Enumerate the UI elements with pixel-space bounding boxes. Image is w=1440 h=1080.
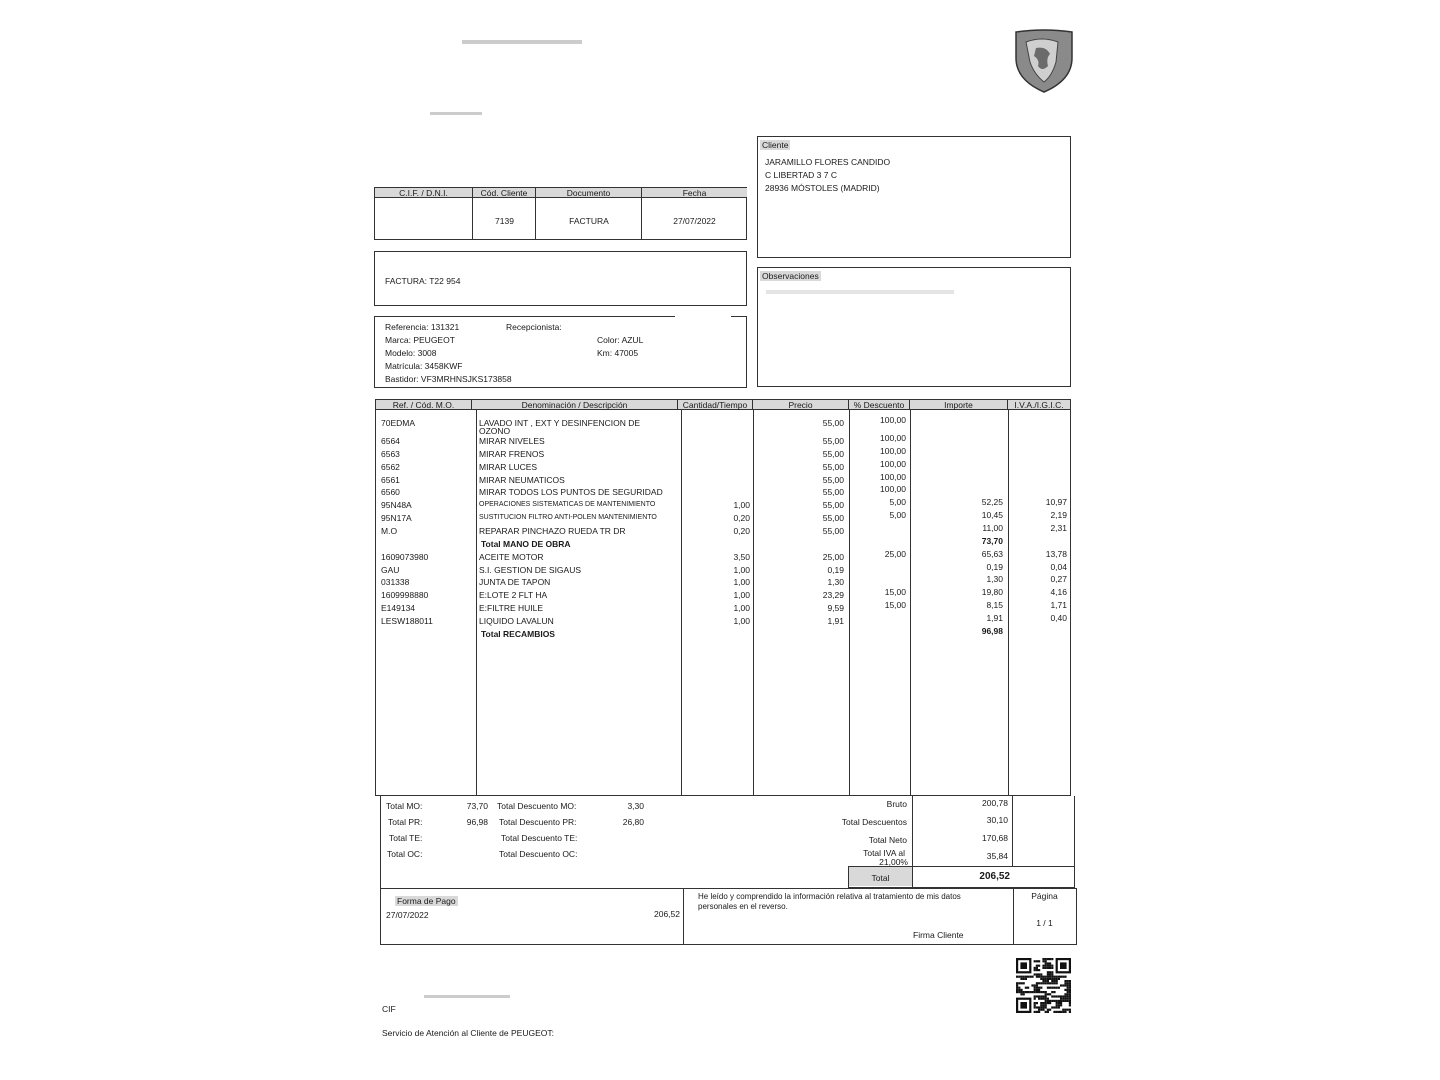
- row-imp: 52,25: [981, 497, 1003, 508]
- row-desc: OPERACIONES SISTEMATICAS DE MANTENIMIENTO: [479, 501, 656, 509]
- vehicle-color: Color: AZUL: [597, 335, 644, 345]
- row-qty: 1,00: [733, 590, 750, 601]
- factura-box: [374, 251, 747, 306]
- total-value: 206,52: [979, 871, 1010, 882]
- total-pr-value: 96,98: [466, 817, 488, 827]
- vehicle-matricula: Matrícula: 3458KWF: [385, 361, 463, 371]
- row-price: 55,00: [822, 436, 844, 446]
- row-desc: REPARAR PINCHAZO RUEDA TR DR: [479, 525, 626, 536]
- row-disc: 5,00: [889, 510, 906, 521]
- row-price: 1,30: [827, 577, 844, 588]
- vehicle-marca: Marca: PEUGEOT: [385, 335, 455, 345]
- neto-value: 170,68: [982, 833, 1008, 843]
- row-desc: MIRAR NIVELES: [479, 436, 545, 446]
- row-qty: 1,00: [733, 615, 750, 626]
- vehicle-km: Km: 47005: [597, 348, 639, 358]
- row-ref: 95N17A: [381, 513, 412, 524]
- row-disc: 25,00: [884, 548, 906, 559]
- row-price: 23,29: [822, 590, 844, 601]
- total-mo-label: Total MO:: [386, 801, 423, 811]
- row-ref: 70EDMA: [381, 418, 416, 428]
- row-desc: LAVADO INT , EXT Y DESINFENCION DE: [479, 418, 641, 428]
- totals-area: [380, 796, 1076, 888]
- vehicle-recepcionista: Recepcionista:: [506, 322, 562, 332]
- forma-pago-label: Forma de Pago: [397, 896, 456, 906]
- row-price: 55,00: [822, 461, 844, 472]
- payment-box: [380, 888, 1077, 945]
- row-desc: E:LOTE 2 FLT HA: [479, 590, 548, 601]
- doc-fecha-value: 27/07/2022: [673, 216, 716, 226]
- lines-header-iva: I.V.A./I.G.I.C.: [1008, 400, 1070, 410]
- observaciones-box: [757, 267, 1071, 387]
- desc-mo-label: Total Descuento MO:: [497, 801, 577, 811]
- row-price: 0,19: [827, 564, 844, 575]
- vehicle-bastidor: Bastidor: VF3MRHNSJKS173858: [385, 374, 512, 384]
- bruto-label: Bruto: [886, 799, 907, 809]
- row-ref: 6560: [381, 487, 400, 498]
- row-disc: 100,00: [880, 433, 906, 443]
- row-imp: 11,00: [982, 522, 1003, 533]
- vehicle-modelo: Modelo: 3008: [385, 348, 437, 358]
- row-desc: Total MANO DE OBRA: [481, 538, 571, 549]
- factura-number: FACTURA: T22 954: [385, 276, 461, 286]
- row-imp: 1,91: [986, 612, 1003, 623]
- desc-mo-value: 3,30: [627, 801, 644, 811]
- qr-code-icon: [1016, 958, 1071, 1013]
- row-ref: 95N48A: [381, 500, 412, 511]
- lines-header-price: Precio: [753, 400, 849, 410]
- row-imp: 8,15: [986, 600, 1003, 611]
- row-imp: 0,19: [986, 561, 1003, 572]
- row-desc: E:FILTRE HUILE: [479, 603, 544, 614]
- row-ref: GAU: [381, 564, 400, 575]
- row-ref: 6563: [381, 448, 400, 459]
- row-disc: 5,00: [889, 497, 906, 508]
- observaciones-label: Observaciones: [762, 271, 819, 281]
- pagina-label: Página: [1031, 891, 1058, 901]
- pagina-value: 1 / 1: [1036, 918, 1053, 928]
- row-disc: 100,00: [880, 445, 906, 456]
- descuentos-label: Total Descuentos: [841, 817, 907, 827]
- cliente-address: C LIBERTAD 3 7 C: [765, 170, 837, 180]
- descuentos-value: 30,10: [986, 815, 1008, 825]
- row-ref: 6564: [381, 436, 400, 446]
- lines-table: [375, 399, 1071, 796]
- row-iva: 0,40: [1050, 612, 1067, 623]
- row-price: 55,00: [822, 418, 844, 428]
- row-desc: ACEITE MOTOR: [479, 551, 544, 562]
- row-qty: 3,50: [733, 551, 750, 562]
- row-imp: 10,45: [981, 510, 1003, 521]
- row-desc: S.I. GESTION DE SIGAUS: [479, 564, 582, 575]
- row-imp: 1,30: [986, 574, 1003, 585]
- row-iva: 2,19: [1050, 510, 1067, 521]
- cliente-city: 28936 MÓSTOLES (MADRID): [765, 183, 880, 193]
- row-ref: 1609073980: [381, 551, 429, 562]
- row-disc: 100,00: [880, 471, 906, 482]
- row-ref: 1609998880: [381, 590, 429, 601]
- footer-servicio: Servicio de Atención al Cliente de PEUGEOT:: [382, 1028, 554, 1038]
- lines-header-desc: Denominación / Descripción: [472, 400, 678, 410]
- row-qty: 1,00: [733, 577, 750, 588]
- row-qty: 1,00: [733, 500, 750, 511]
- lines-header-imp: Importe: [910, 400, 1008, 410]
- row-imp: 73,70: [981, 535, 1003, 546]
- peugeot-lion-shield-icon: [1012, 28, 1076, 94]
- row-desc: MIRAR FRENOS: [479, 448, 545, 459]
- cliente-box: [757, 136, 1071, 258]
- lines-header-qty: Cantidad/Tiempo: [678, 400, 753, 410]
- total-pr-label: Total PR:: [388, 817, 423, 827]
- row-qty: 0,20: [733, 513, 750, 524]
- row-desc: MIRAR LUCES: [479, 461, 538, 472]
- row-imp: 65,63: [981, 548, 1003, 559]
- footer-cif: CIF: [382, 1004, 396, 1014]
- payment-date: 27/07/2022: [386, 910, 429, 920]
- desc-oc-label: Total Descuento OC:: [499, 849, 578, 859]
- firma-cliente-label: Firma Cliente: [913, 930, 964, 940]
- footer-faint-text: [424, 995, 510, 998]
- row-qty: 0,20: [733, 525, 750, 536]
- row-desc: Total RECAMBIOS: [481, 628, 555, 639]
- row-iva: 10,97: [1045, 497, 1067, 508]
- row-qty: 1,00: [733, 603, 750, 614]
- row-ref: M.O: [381, 525, 398, 536]
- row-iva: 2,31: [1050, 522, 1067, 533]
- desc-te-label: Total Descuento TE:: [501, 833, 578, 843]
- row-desc-continued: OZONO: [479, 426, 511, 436]
- doc-info-table: [374, 187, 747, 240]
- iva-label-line2: 21,00%: [879, 857, 908, 867]
- row-price: 9,59: [827, 603, 844, 614]
- neto-label: Total Neto: [868, 835, 907, 845]
- desc-pr-label: Total Descuento PR:: [499, 817, 577, 827]
- row-ref: 6562: [381, 461, 400, 472]
- row-desc: MIRAR TODOS LOS PUNTOS DE SEGURIDAD: [479, 487, 663, 498]
- row-price: 55,00: [822, 525, 844, 536]
- row-ref: 6561: [381, 474, 400, 485]
- vehicle-referencia: Referencia: 131321: [385, 322, 460, 332]
- row-ref: LESW188011: [381, 615, 433, 626]
- row-price: 55,00: [822, 474, 844, 485]
- observaciones-faded-text: [766, 290, 954, 294]
- desc-pr-value: 26,80: [622, 817, 644, 827]
- row-price: 55,00: [822, 513, 844, 524]
- faint-header-text: [462, 40, 582, 44]
- row-imp: 19,80: [981, 587, 1003, 598]
- row-desc: LIQUIDO LAVALUN: [479, 615, 554, 626]
- row-disc: 15,00: [884, 600, 906, 611]
- row-ref: E149134: [381, 603, 416, 614]
- row-desc: MIRAR NEUMATICOS: [479, 474, 565, 485]
- vehicle-box: [374, 316, 747, 388]
- row-disc: 100,00: [880, 484, 906, 495]
- doc-header-cif: C.I.F. / D.N.I.: [375, 188, 473, 198]
- row-ref: 031338: [381, 577, 410, 588]
- row-iva: 0,04: [1050, 561, 1067, 572]
- row-desc: SUSTITUCION FILTRO ANTI-POLEN MANTENIMIENTO: [479, 514, 657, 522]
- lines-header-ref: Ref. / Cód. M.O.: [376, 400, 472, 410]
- row-price: 55,00: [822, 500, 844, 511]
- row-iva: 0,27: [1050, 574, 1067, 585]
- iva-value: 35,84: [986, 851, 1008, 861]
- payment-amount: 206,52: [654, 909, 680, 919]
- row-price: 25,00: [822, 551, 844, 562]
- faint-website-text: [430, 112, 482, 115]
- total-label: Total: [871, 873, 890, 883]
- grand-total-box: [848, 866, 1075, 888]
- row-price: 55,00: [822, 448, 844, 459]
- row-imp: 96,98: [981, 625, 1003, 636]
- legal-text-line2: personales en el reverso.: [698, 902, 788, 911]
- total-te-label: Total TE:: [389, 833, 423, 843]
- row-disc: 15,00: [884, 587, 906, 598]
- row-desc: JUNTA DE TAPON: [479, 577, 551, 588]
- doc-header-documento: Documento: [536, 188, 642, 198]
- row-price: 1,91: [827, 615, 844, 626]
- doc-documento-value: FACTURA: [569, 216, 609, 226]
- legal-text-line1: He leído y comprendido la información relativa al tratamiento de mis datos: [698, 892, 961, 901]
- row-iva: 4,16: [1050, 587, 1067, 598]
- row-disc: 100,00: [880, 415, 906, 425]
- total-mo-value: 73,70: [466, 801, 488, 811]
- doc-header-fecha: Fecha: [642, 188, 747, 198]
- row-disc: 100,00: [880, 458, 906, 469]
- row-iva: 1,71: [1050, 600, 1067, 611]
- lines-header-disc: % Descuento: [849, 400, 910, 410]
- total-oc-label: Total OC:: [387, 849, 423, 859]
- doc-cod-cliente-value: 7139: [495, 216, 514, 226]
- row-price: 55,00: [822, 487, 844, 498]
- doc-header-cod-cliente: Cód. Cliente: [473, 188, 536, 198]
- bruto-value: 200,78: [982, 798, 1008, 808]
- cliente-label: Cliente: [762, 140, 789, 150]
- row-iva: 13,78: [1045, 548, 1067, 559]
- row-qty: 1,00: [733, 564, 750, 575]
- cliente-name: JARAMILLO FLORES CANDIDO: [765, 157, 891, 167]
- iva-label-line1: Total IVA al: [863, 848, 905, 858]
